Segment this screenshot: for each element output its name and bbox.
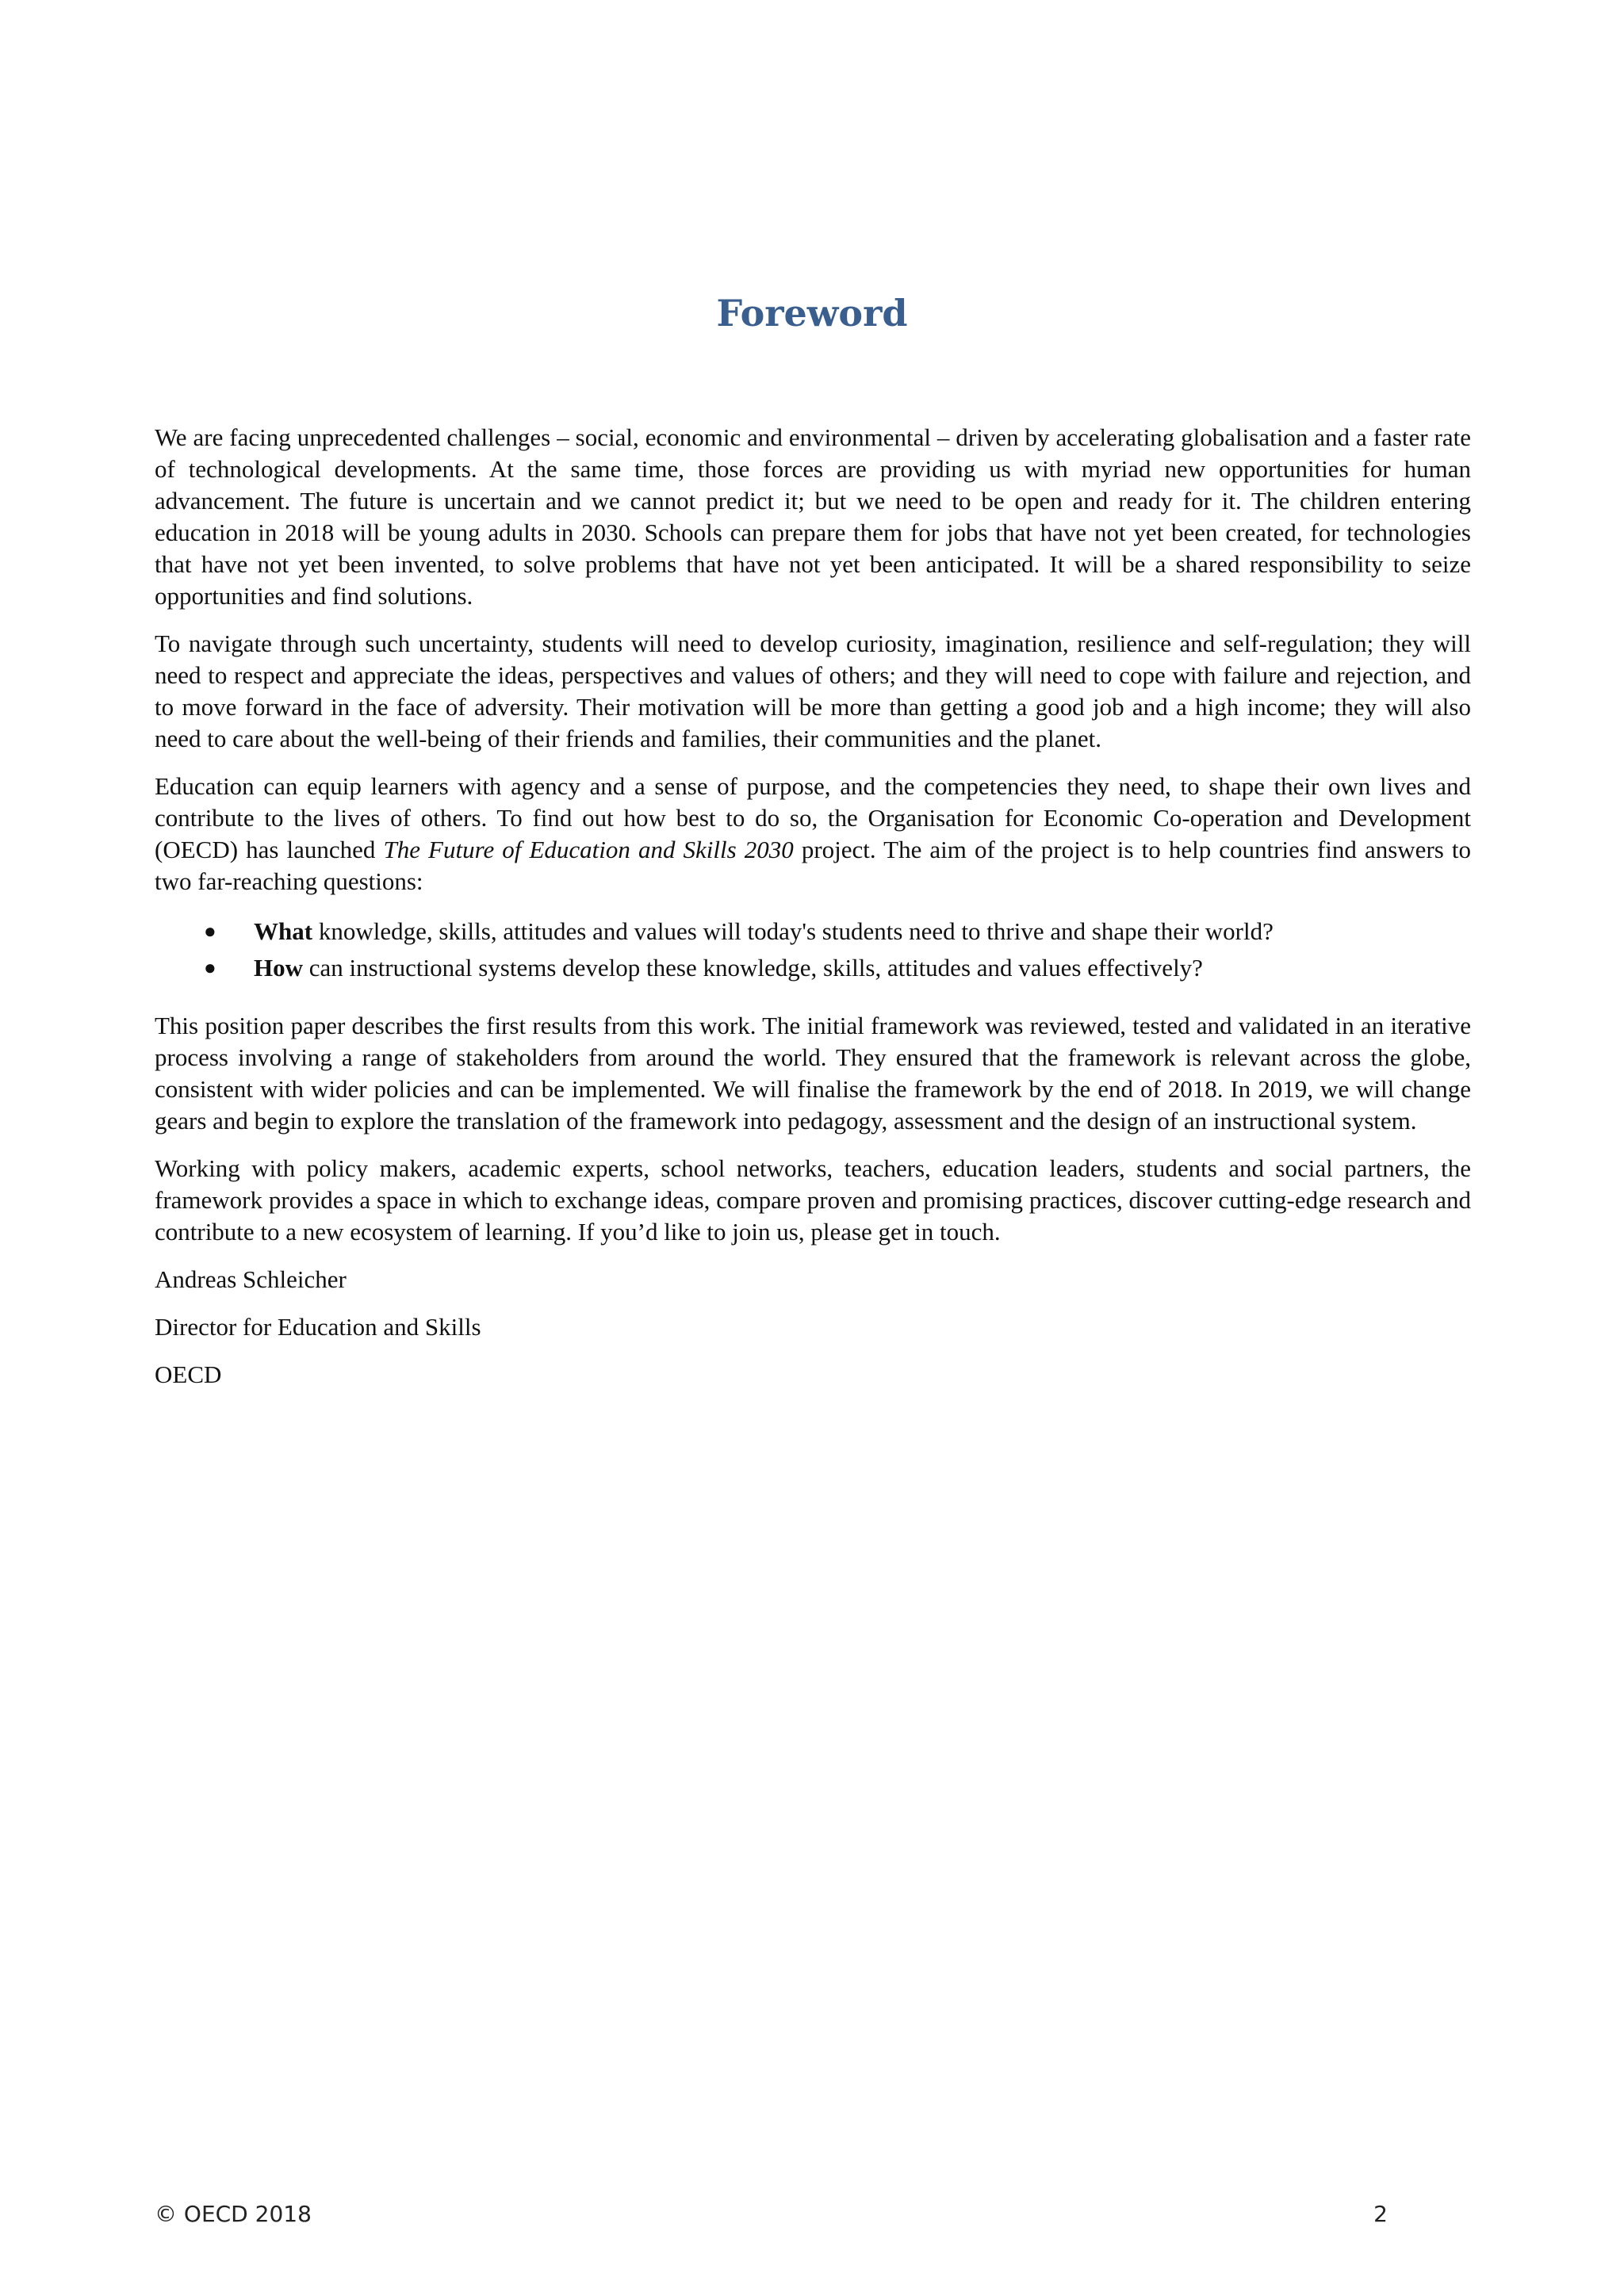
paragraph-1: We are facing unprecedented challenges – social, economic and environmental – driven by accelerating globalisation and a faster rate of technological developments. At the same time, those forces are providing us with myriad new opportunities for human advancement. The future is uncertain and we cannot predict it; but we need to be open and ready for it. The children entering education in 2018 will be young adults in 2030. Schools can prepare them for jobs that have not yet been created, for technologies that have not yet been invented, to solve problems that have not yet been anticipated. It will be a shared responsibility to seize opportunities and find solutions. <box>155 423 1471 610</box>
question-text: knowledge, skills, attitudes and values will today's students need to thrive and shape their world? <box>312 917 1274 945</box>
page-number: 2 <box>1373 2201 1388 2227</box>
page-footer <box>155 2201 1388 2227</box>
question-keyword: How <box>254 954 303 982</box>
signature-org: OECD <box>155 1360 222 1388</box>
list-item <box>155 950 1471 986</box>
paragraph-3-text-end: project. The aim of the project is to help countries find answers to two far-reaching questions: <box>155 836 1472 895</box>
body-text <box>155 422 1471 1406</box>
signature-block <box>155 1264 1471 1391</box>
question-keyword: What <box>254 917 313 945</box>
list-item <box>155 913 1471 950</box>
paragraph-2: To navigate through such uncertainty, students will need to develop curiosity, imagination, resilience and self-regulation; they will need to respect and appreciate the ideas, perspectives and values of others; and they will need to cope with failure and rejection, and to move forward in the face of adversity. Their motivation will be more than getting a good job and a high income; they will also need to care about the well-being of their friends and families, their communities and the planet. <box>155 629 1471 752</box>
project-title: The Future of Education and Skills 2030 <box>383 836 794 863</box>
paragraph-3 <box>155 771 1471 897</box>
paragraph-4: This position paper describes the first results from this work. The initial framework was reviewed, tested and validated in an iterative process involving a range of stakeholders from around the world. They ensured that the framework is relevant across the globe, consistent with wider policies and can be implemented. We will finalise the framework by the end of 2018. In 2019, we will change gears and begin to explore the translation of the framework into pedagogy, assessment and the design of an instructional system. <box>155 1012 1471 1135</box>
signature-role: Director for Education and Skills <box>155 1313 481 1341</box>
signature-name: Andreas Schleicher <box>155 1265 347 1293</box>
questions-list <box>155 913 1471 986</box>
bullet-icon: ● <box>204 920 216 943</box>
copyright-notice: © OECD 2018 <box>155 2201 312 2227</box>
page-title: Foreword <box>716 292 908 335</box>
bullet-icon: ● <box>204 956 216 979</box>
paragraph-3-text-start: Education can equip learners with agency and a sense of purpose, and the competencies they need, to shape their own lives and contribute to the lives of others. To find out how best to do so, the Organisation for Economic Co-operation and Development (OECD) has launched <box>155 772 1471 863</box>
paragraph-5: Working with policy makers, academic experts, school networks, teachers, education leaders, students and social partners, the framework provides a space in which to exchange ideas, compare proven and promising practices, discover cutting-edge research and contribute to a new ecosystem of learning. If you’d like to join us, please get in touch. <box>155 1154 1471 1246</box>
question-text: can instructional systems develop these knowledge, skills, attitudes and values effectively? <box>303 954 1203 982</box>
